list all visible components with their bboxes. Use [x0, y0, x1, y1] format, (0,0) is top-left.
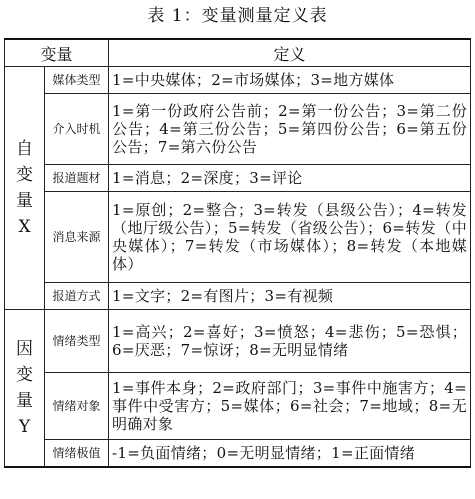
variable-name: 消息来源: [45, 192, 109, 283]
group-label-char: 变: [16, 365, 33, 385]
group-label-char: 量: [16, 191, 33, 211]
variable-definition-table: [4, 38, 471, 468]
variable-definition: 1=高兴；2=喜好；3=愤怒；4=悲伤；5=恐惧；6=厌恶；7=惊讶；8=无明显情绪: [109, 310, 471, 373]
group-label-char: 量: [16, 391, 33, 411]
group-label-char: 变: [16, 165, 33, 185]
table-row: [5, 94, 471, 165]
group-label-dependent: [5, 310, 45, 468]
table-row: [5, 192, 471, 283]
header-variable: 变量: [5, 39, 109, 67]
table-row: [5, 67, 471, 94]
table-row: [5, 310, 471, 373]
group-label-independent: [5, 67, 45, 310]
table-row: [5, 373, 471, 440]
variable-name: 情绪类型: [45, 310, 109, 373]
variable-name: 情绪对象: [45, 373, 109, 440]
variable-name: 报道题材: [45, 165, 109, 192]
variable-definition: 1=中央媒体；2=市场媒体；3=地方媒体: [109, 67, 471, 94]
header-definition: 定义: [109, 39, 471, 67]
table-row: [5, 165, 471, 192]
group-label-char: Y: [18, 417, 31, 437]
variable-name: 情绪极值: [45, 440, 109, 468]
group-label-char: X: [18, 217, 31, 237]
variable-definition: 1=第一份政府公告前；2=第一份公告；3=第二份公告；4=第三份公告；5=第四份公告；6=第五份公告；7=第六份公告: [109, 94, 471, 165]
variable-name: 媒体类型: [45, 67, 109, 94]
variable-name: 介入时机: [45, 94, 109, 165]
variable-definition: -1=负面情绪；0=无明显情绪；1=正面情绪: [109, 440, 471, 468]
table-row: [5, 283, 471, 310]
variable-definition: 1=原创；2=整合；3=转发（县级公告）；4=转发（地厅级公告）；5=转发（省级公告）；6=转发（中央媒体）；7=转发（市场媒体）；8=转发（本地媒体）: [109, 192, 471, 283]
group-label-char: 因: [16, 339, 33, 359]
variable-definition: 1=文字；2=有图片；3=有视频: [109, 283, 471, 310]
group-label-char: 自: [16, 139, 33, 159]
table-row: [5, 440, 471, 468]
variable-definition: 1=消息；2=深度；3=评论: [109, 165, 471, 192]
table-header-row: [5, 39, 471, 67]
variable-definition: 1=事件本身；2=政府部门；3=事件中施害方；4=事件中受害方；5=媒体；6=社会；7=地域；8=无明确对象: [109, 373, 471, 440]
variable-name: 报道方式: [45, 283, 109, 310]
table-caption: 表 1：变量测量定义表: [147, 6, 328, 26]
